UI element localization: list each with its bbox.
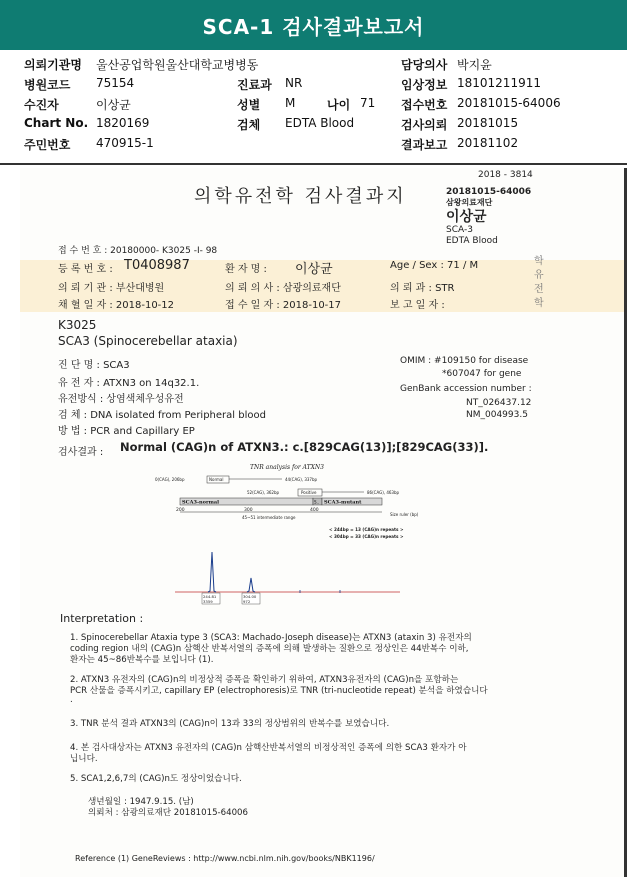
interp-line-1: 1. Spinocerebellar Ataxia type 3 (SCA3: Machado-Joseph disease)는 ATXN3 (ataxin 3) 유전자의 [70, 633, 472, 643]
specimen-detail: 검 체 : DNA isolated from Peripheral blood [58, 410, 266, 421]
result-value: Normal (CAG)n of ATXN3.: c.[829CAG(13)];[829CAG(33)]. [120, 440, 489, 454]
sticker-test: SCA-3 [446, 225, 473, 235]
legend-304bp: < 304bp = 33 (CAG)n repeats > [329, 534, 404, 539]
report-header [0, 52, 627, 160]
segment-mutant-label: SCA3-mutant [324, 499, 362, 506]
gene: 유 전 자 : ATXN3 on 14q32.1. [58, 378, 200, 389]
side-text-3: 전 [534, 284, 544, 295]
department-value: NR [285, 76, 303, 90]
institution-value: 울산공업학원울산대학교병병동 [96, 58, 259, 72]
sticker-specimen: EDTA Blood [446, 236, 498, 246]
interp-line-9: 닙니다. [70, 754, 98, 764]
receipt-no-label: 접수번호 [401, 98, 448, 112]
report-title: SCA-1 검사결과보고서 [202, 14, 425, 39]
peak1-height: 3359 [203, 599, 213, 604]
intermediate-range: 45~51 intermediate range [242, 515, 296, 520]
resident-no-label: 주민번호 [24, 138, 71, 152]
label-86cag: 86(CAG), 463bp [367, 490, 400, 495]
peak1-size: 244.81 [203, 594, 217, 599]
reg-no-value: T0408987 [124, 258, 190, 273]
sticker-name: 이상균 [446, 209, 487, 225]
resident-no-value: 470915-1 [96, 136, 154, 150]
institution-label: 의뢰기관명 [24, 58, 82, 72]
positive-label: Positive [301, 490, 317, 495]
genbank-nt: NT_026437.12 [466, 398, 532, 408]
omim-gene: *607047 for gene [442, 369, 522, 379]
sex-value: M [285, 96, 296, 110]
tick-300: 300 [244, 508, 253, 513]
hospital-code-value: 75154 [96, 76, 135, 90]
reference: Reference (1) GeneReviews : http://www.ncbi.nlm.nih.gov/books/NBK1196/ [75, 854, 375, 863]
label-44cag: 44(CAG), 337bp [285, 477, 318, 482]
sticker-lab: 삼왕의료재단 [446, 198, 493, 207]
result-label: 검사결과 : [58, 447, 104, 458]
department-label: 진료과 [237, 78, 272, 92]
segment-s-label: S.. [314, 499, 320, 505]
specimen-label: 검체 [237, 118, 261, 132]
header-divider [0, 163, 627, 165]
age-value: 71 [360, 96, 376, 110]
omim-disease: OMIM : #109150 for disease [400, 356, 529, 366]
interp-line-2: coding region 내의 (CAG)n 삼핵산 반복서열의 증폭에 의해 발생하는 질환으로 정상인은 44반복수 이하, [70, 644, 469, 654]
peak2-size: 304.00 [243, 594, 257, 599]
chart-no-value: 1820169 [96, 116, 150, 130]
age-label: 나이 [327, 98, 351, 112]
requesting-institution: 의 뢰 기 관 : 부산대병원 [58, 283, 165, 294]
legend-244bp: < 244bp = 13 (CAG)n repeats > [329, 527, 404, 532]
label-52cag: 52(CAG), 362bp [247, 490, 280, 495]
report-date-value: 20181102 [457, 136, 519, 150]
scanned-result-sheet [20, 168, 627, 877]
peak2-height: 972 [243, 599, 251, 604]
clinical-info-label: 임상정보 [401, 78, 448, 92]
test-name: SCA3 (Spinocerebellar ataxia) [58, 334, 238, 348]
doctor-value: 박지윤 [457, 58, 492, 72]
receipt-number: 접 수 번 호 : 20180000- K3025 -I- 98 [58, 246, 218, 256]
interp-line-4: 2. ATXN3 유전자의 (CAG)n의 비정상적 증폭을 확인하기 위하여, ATXN3유전자의 (CAG)n을 포함하는 [70, 675, 459, 685]
birth-date: 생년월일 : 1947.9.15. (남) [88, 797, 194, 807]
collection-date: 채 혈 일 자 : 2018-10-12 [58, 300, 175, 311]
specimen-value: EDTA Blood [285, 116, 355, 130]
patient-name-label: 환 자 명 : [225, 264, 267, 275]
test-code: K3025 [58, 318, 97, 332]
interp-line-6: . [70, 695, 73, 705]
requesting-doctor: 의 뢰 의 사 : 삼광의료재단 [225, 283, 341, 294]
diagnosis: 진 단 명 : SCA3 [58, 360, 130, 371]
side-text-2: 유 [534, 270, 544, 281]
request-date-value: 20181015 [457, 116, 519, 130]
method: 방 법 : PCR and Capillary EP [58, 426, 195, 437]
genbank-nm: NM_004993.5 [466, 410, 528, 420]
genbank-label: GenBank accession number : [400, 384, 532, 394]
sheet-title: 의학유전학 검사결과지 [194, 186, 407, 207]
peak-304bp [247, 578, 255, 592]
doctor-label: 담당의사 [401, 58, 448, 72]
interp-line-10: 5. SCA1,2,6,7의 (CAG)n도 정상이었습니다. [70, 774, 242, 784]
request-date-label: 검사의뢰 [401, 118, 448, 132]
reported-date: 보 고 일 자 : [390, 300, 445, 311]
inheritance: 유전방식 : 상염색체우성유전 [58, 394, 184, 405]
sex-label: 성별 [237, 98, 261, 112]
peak-244bp [208, 552, 216, 592]
client: 의뢰처 : 삼광의료재단 20181015-64006 [88, 808, 248, 818]
report-date-label: 결과보고 [401, 138, 448, 152]
sticker-receipt: 20181015-64006 [446, 187, 532, 197]
receipt-no-value: 20181015-64006 [457, 96, 561, 110]
figure-title: TNR analysis for ATXN3 [250, 464, 324, 471]
segment-normal-label: SCA3-normal [182, 499, 220, 506]
chart-no-label: Chart No. [24, 116, 89, 130]
tnr-analysis-figure [150, 460, 450, 610]
interp-line-8: 4. 본 검사대상자는 ATXN3 유전자의 (CAG)n 삼핵산반복서열의 비정상적인 증폭에 의한 SCA3 환자가 아 [70, 743, 467, 753]
size-ruler-label: Size ruler (bp) [390, 512, 419, 517]
interp-line-7: 3. TNR 분석 결과 ATXN3의 (CAG)n이 13과 33의 정상범위의 반복수를 보였습니다. [70, 719, 390, 729]
interpretation-title: Interpretation : [60, 612, 144, 625]
received-date: 접 수 일 자 : 2018-10-17 [225, 300, 342, 311]
normal-label: Normal [209, 477, 224, 482]
age-sex: Age / Sex : 71 / M [390, 260, 479, 271]
patient-name-value: 이상균 [295, 262, 333, 277]
side-text-1: 학 [534, 256, 544, 267]
interp-line-5: PCR 산물을 증폭시키고, capillary EP (electrophoresis)로 TNR (tri-nucleotide repeat) 분석을 하였습니다 [70, 686, 488, 696]
interp-line-3: 환자는 45~86반복수를 보입니다 (1). [70, 655, 214, 665]
clinical-info-value: 18101211911 [457, 76, 541, 90]
patient-value: 이상균 [96, 98, 131, 112]
patient-label: 수진자 [24, 98, 59, 112]
reg-no-label: 등 록 번 호 : [58, 264, 113, 275]
tick-200: 200 [176, 508, 185, 513]
requesting-dept: 의 뢰 과 : STR [390, 283, 455, 294]
side-text-4: 학 [534, 298, 544, 309]
corner-number: 2018 - 3814 [478, 170, 533, 180]
report-title-bar [0, 0, 627, 50]
hospital-code-label: 병원코드 [24, 78, 71, 92]
tick-400: 400 [310, 508, 319, 513]
label-0cag: 0(CAG), 206bp [155, 477, 185, 482]
